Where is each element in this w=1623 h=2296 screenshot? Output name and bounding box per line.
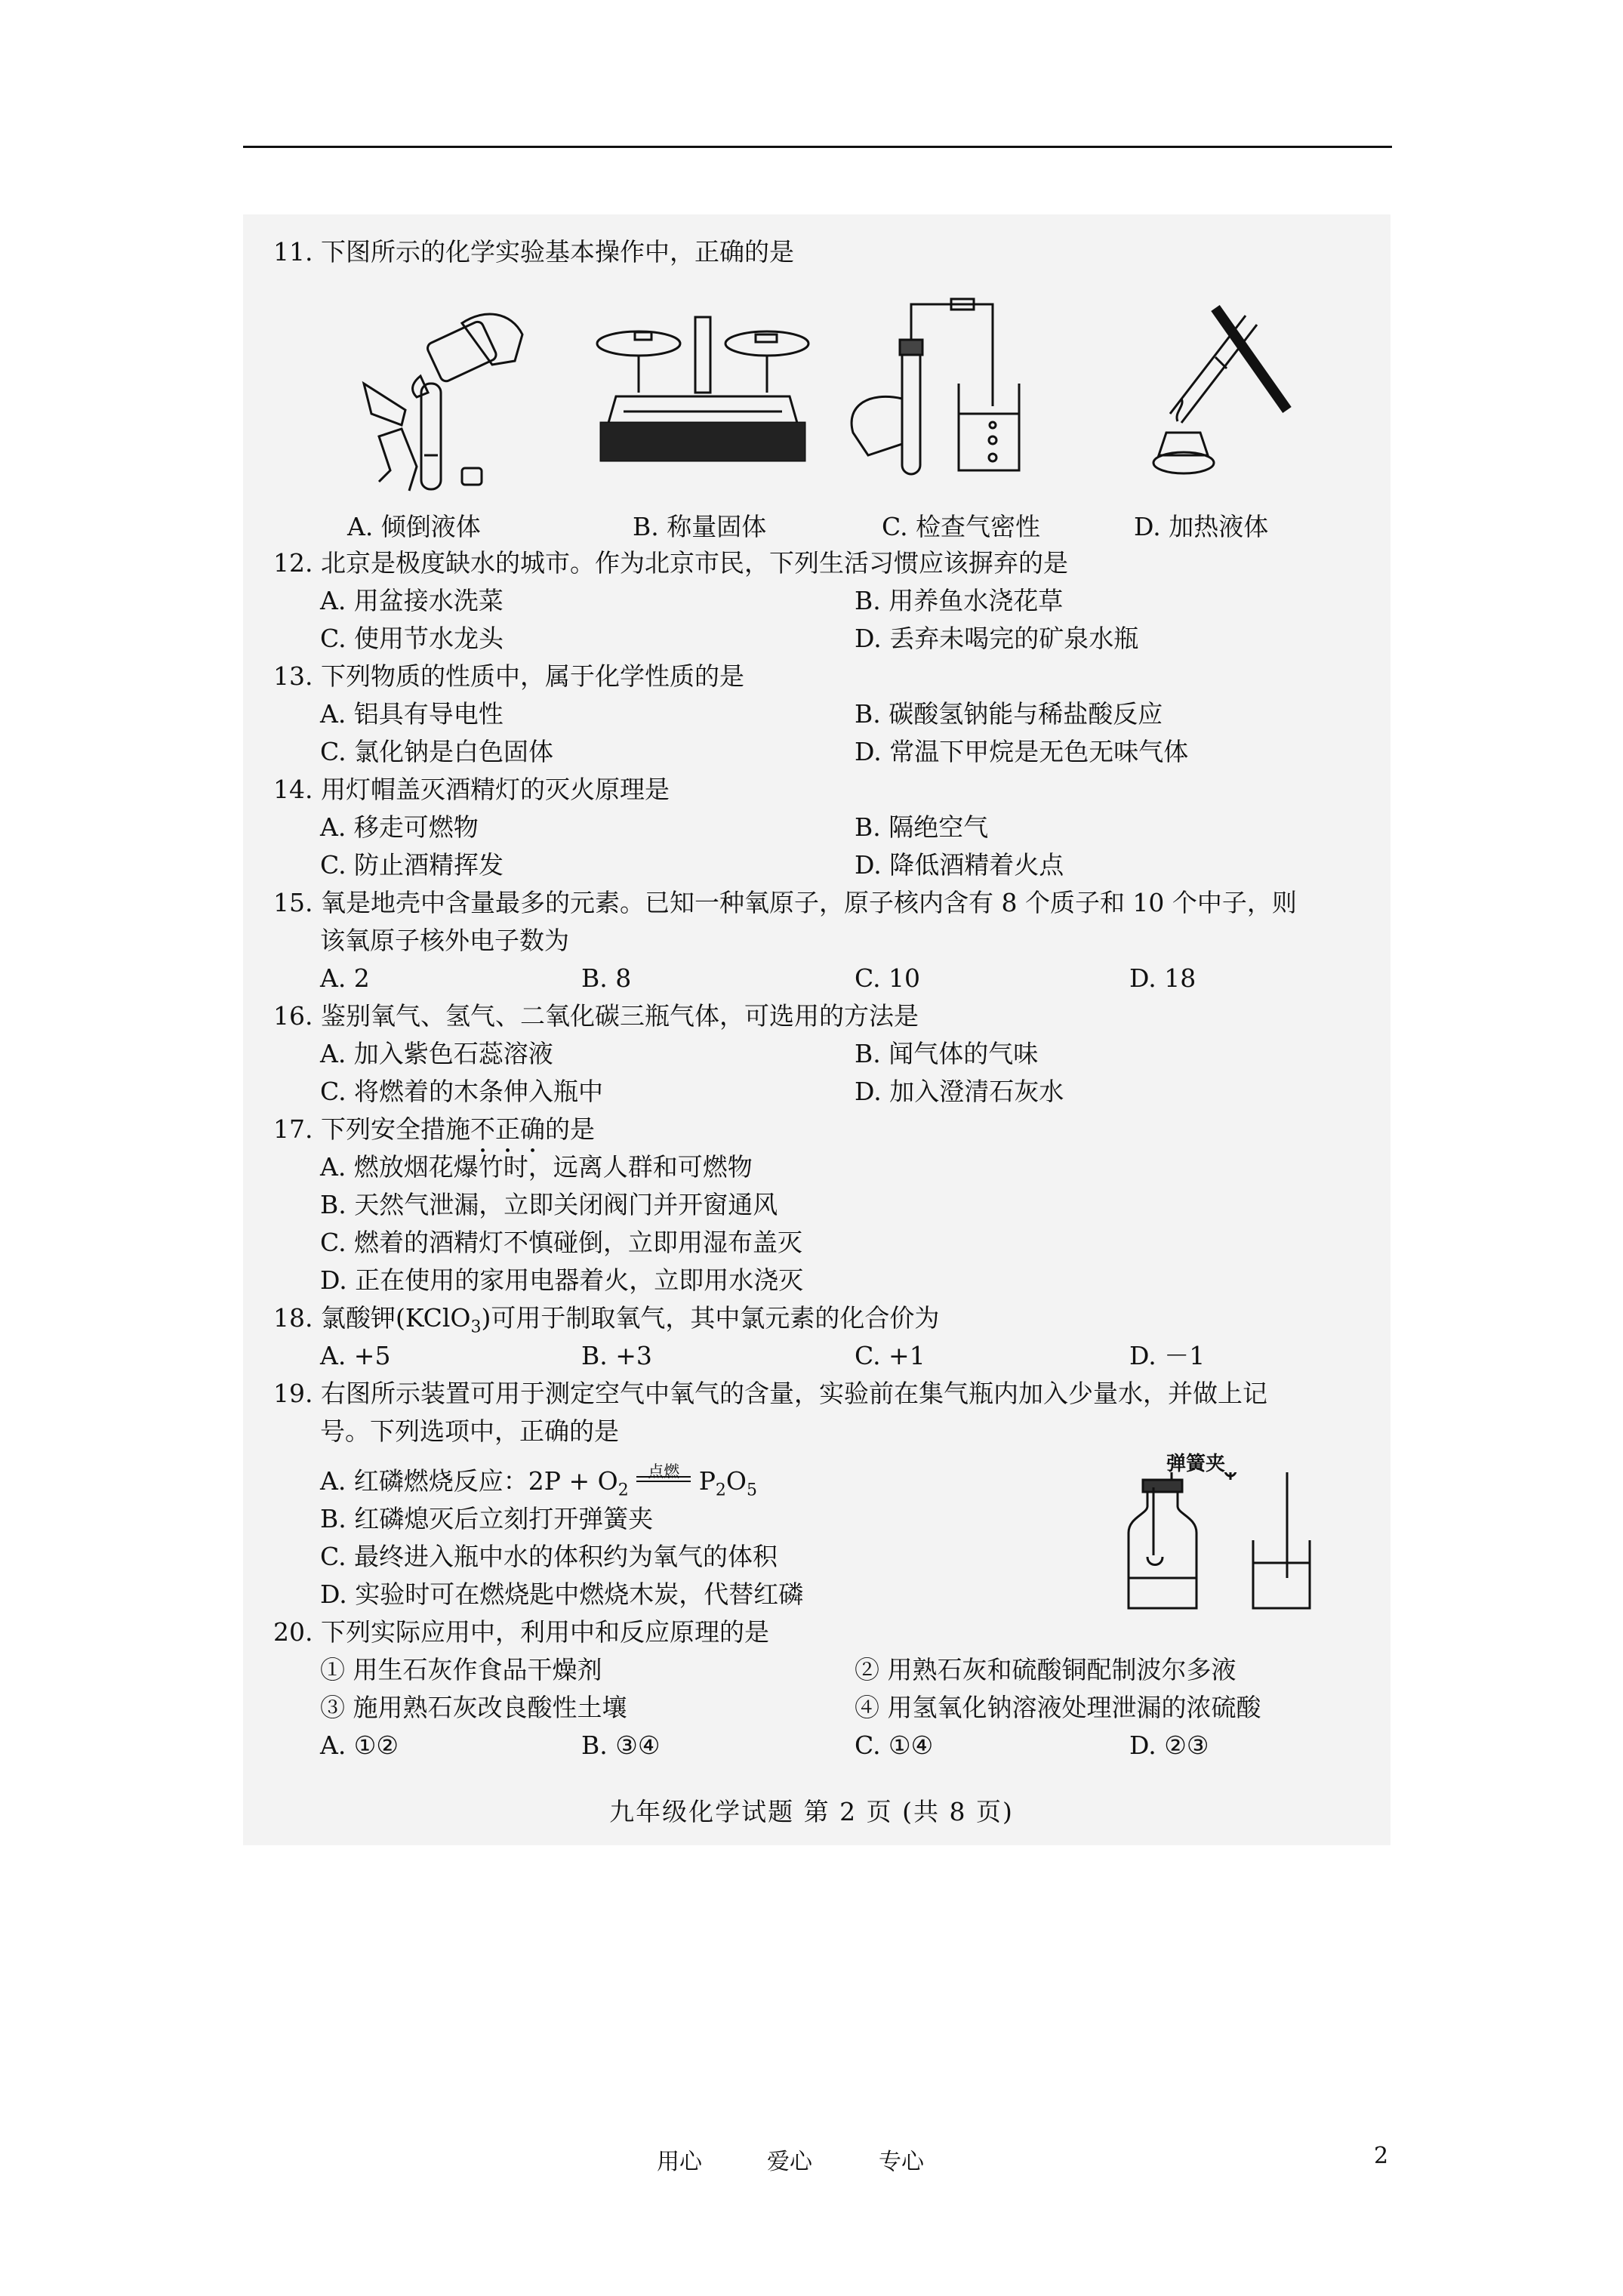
q12-option-c: C. 使用节水龙头: [320, 624, 504, 653]
q19-stem-line2: 号。下列选项中，正确的是: [320, 1416, 619, 1446]
q15-option-b: B. 8: [581, 963, 632, 993]
q12-option-b: B. 用养鱼水浇花草: [855, 586, 1064, 615]
q19-a-product: P: [691, 1466, 716, 1496]
q20-option-a: A. ①②: [320, 1730, 399, 1760]
q20-option-b: B. ③④: [581, 1730, 661, 1760]
q13-option-b: B. 碳酸氢钠能与稀盐酸反应: [855, 699, 1163, 729]
figure-d-heating-liquid: [1125, 293, 1306, 482]
q16-option-b: B. 闻气体的气味: [855, 1039, 1039, 1068]
q19-a-condition: [636, 1462, 691, 1494]
q13-option-a: A. 铝具有导电性: [320, 699, 504, 729]
figure-b-caption: B. 称量固体: [633, 512, 767, 541]
q13-option-d: D. 常温下甲烷是无色无味气体: [855, 737, 1189, 766]
q20-item-4: ④ 用氢氧化钠溶液处理泄漏的浓硫酸: [855, 1693, 1261, 1722]
figure-c-caption: C. 检查气密性: [882, 512, 1041, 541]
motto-1: 用心: [657, 2149, 702, 2175]
q16-option-d: D. 加入澄清石灰水: [855, 1077, 1064, 1106]
q16-option-a: A. 加入紫色石蕊溶液: [320, 1039, 553, 1068]
q18-option-c: C. +1: [855, 1341, 925, 1370]
q19-option-a: [320, 1462, 757, 1508]
motto-2: 爱心: [767, 2149, 812, 2175]
q19-option-c: C. 最终进入瓶中水的体积约为氧气的体积: [320, 1542, 778, 1571]
q18-option-b: B. +3: [581, 1341, 652, 1370]
q18-stem: [273, 1302, 939, 1345]
q12-stem: 12. 北京是极度缺水的城市。作为北京市民，下列生活习惯应该摒弃的是: [273, 548, 1068, 578]
figure-b-balance: [593, 310, 812, 476]
q19-stem-line1: 19. 右图所示装置可用于测定空气中氧气的含量，实验前在集气瓶内加入少量水，并做上记: [273, 1379, 1267, 1408]
q15-option-c: C. 10: [855, 963, 921, 993]
q14-option-a: A. 移走可燃物: [320, 812, 479, 842]
q12-option-a: A. 用盆接水洗菜: [320, 586, 504, 615]
q19-option-d: D. 实验时可在燃烧匙中燃烧木炭，代替红磷: [320, 1579, 804, 1609]
q18-option-a: A. +5: [320, 1341, 391, 1370]
q20-item-2: ② 用熟石灰和硫酸铜配制波尔多液: [855, 1655, 1236, 1684]
exam-page-footer: 九年级化学试题 第 2 页 (共 8 页): [609, 1797, 1014, 1826]
q14-stem: 14. 用灯帽盖灭酒精灯的灭火原理是: [273, 775, 670, 804]
figure-c-airtightness: [838, 293, 1027, 482]
q16-stem: 16. 鉴别氧气、氢气、二氧化碳三瓶气体，可选用的方法是: [273, 1001, 919, 1031]
q13-stem: 13. 下列物质的性质中，属于化学性质的是: [273, 661, 744, 691]
q17-option-c: C. 燃着的酒精灯不慎碰倒，立即用湿布盖灭: [320, 1228, 803, 1257]
q13-option-c: C. 氯化钠是白色固体: [320, 737, 554, 766]
q19-a-sub3: 5: [746, 1481, 757, 1500]
figure-a-caption: A. 倾倒液体: [347, 512, 481, 541]
q17-option-a: A. 燃放烟花爆竹时，远离人群和可燃物: [320, 1152, 753, 1182]
q12-option-d: D. 丢弃未喝完的矿泉水瓶: [855, 624, 1139, 653]
q20-item-1: ① 用生石灰作食品干燥剂: [320, 1655, 602, 1684]
q15-stem-line2: 该氧原子核外电子数为: [320, 926, 569, 955]
q19-clamp-label: 弹簧夹: [1166, 1453, 1226, 1475]
q20-item-3: ③ 施用熟石灰改良酸性土壤: [320, 1693, 627, 1722]
q19-a-condition-label: 点燃: [648, 1462, 680, 1481]
q15-option-d: D. 18: [1129, 963, 1196, 993]
q20-option-d: D. ②③: [1129, 1730, 1209, 1760]
q16-option-c: C. 将燃着的木条伸入瓶中: [320, 1077, 604, 1106]
q19-a-pre: A. 红磷燃烧反应：2P + O: [320, 1466, 618, 1496]
q14-option-d: D. 降低酒精着火点: [855, 850, 1064, 880]
q14-option-c: C. 防止酒精挥发: [320, 850, 504, 880]
q19-a-sub1: 2: [617, 1481, 629, 1500]
q20-stem: 20. 下列实际应用中，利用中和反应原理的是: [273, 1617, 769, 1647]
q18-stem-pre: 18. 氯酸钾(KClO: [273, 1303, 471, 1333]
q18-stem-post: )可用于制取氧气，其中氯元素的化合价为: [481, 1303, 940, 1333]
q17-option-d: D. 正在使用的家用电器着火，立即用水浇灭: [320, 1265, 804, 1295]
q19-option-b: B. 红磷熄灭后立刻打开弹簧夹: [320, 1504, 654, 1533]
figure-q19-apparatus: [1117, 1472, 1313, 1616]
q17-option-b: B. 天然气泄漏，立即关闭阀门并开窗通风: [320, 1190, 778, 1219]
q18-stem-sub: 3: [470, 1318, 482, 1337]
q19-a-arrow: [636, 1476, 691, 1478]
q20-option-c: C. ①④: [855, 1730, 934, 1760]
q17-stem-post: 的是: [544, 1114, 595, 1144]
page-number: 2: [1374, 2143, 1389, 2169]
q11-stem: 11. 下图所示的化学实验基本操作中，正确的是: [273, 237, 794, 267]
q19-a-sub2: 2: [715, 1481, 726, 1500]
motto-3: 专心: [879, 2149, 924, 2175]
figure-d-caption: D. 加热液体: [1134, 512, 1269, 541]
q17-stem-emphasis: 不正确: [470, 1114, 545, 1144]
q18-option-d: D. －1: [1129, 1341, 1206, 1370]
q14-option-b: B. 隔绝空气: [855, 812, 989, 842]
figure-a-pouring-liquid: [349, 293, 545, 497]
q19-a-arrow-2: [636, 1481, 691, 1482]
q15-option-a: A. 2: [320, 963, 370, 993]
header-rule: [243, 146, 1392, 148]
q15-stem-line1: 15. 氧是地壳中含量最多的元素。已知一种氧原子，原子核内含有 8 个质子和 10 个中子，则: [273, 888, 1297, 917]
q17-stem-pre: 17. 下列安全措施: [273, 1114, 470, 1144]
q19-a-mid: O: [725, 1466, 747, 1496]
